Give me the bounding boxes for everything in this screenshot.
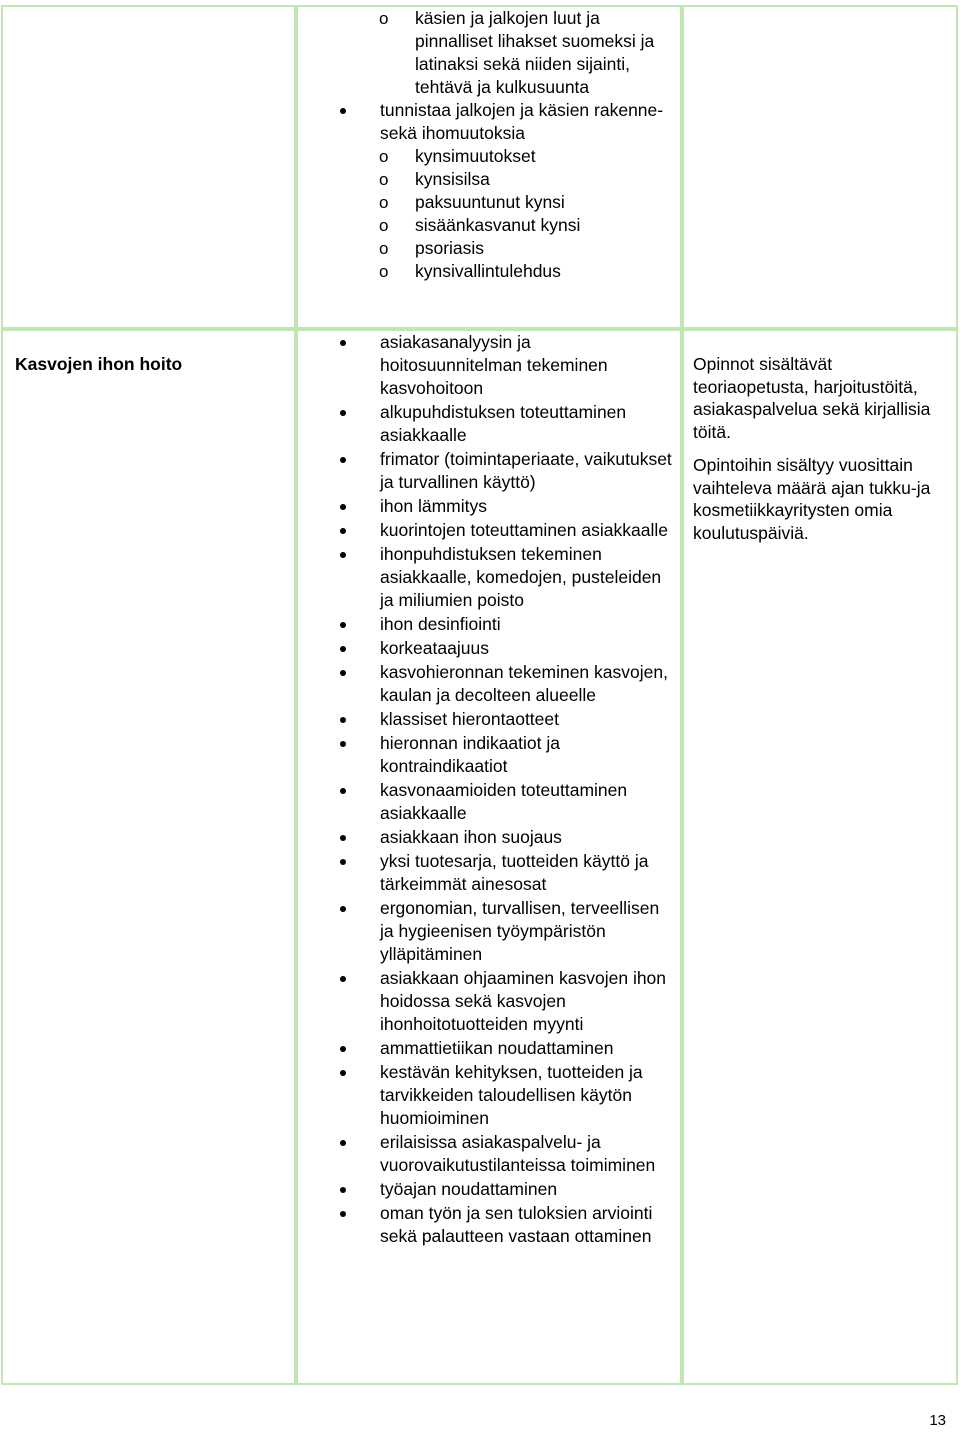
info-paragraph: Opintoihin sisältyy vuosittain vaihteleva määrä ajan tukku-ja kosmetiikkayritysten omia koulutuspäiviä. xyxy=(693,455,931,543)
content-cell xyxy=(296,5,682,329)
list-item xyxy=(298,519,680,542)
list-item-text: ammattietiikan noudattaminen xyxy=(380,1038,614,1058)
list-item-text: ihon lämmitys xyxy=(380,496,487,516)
bullet-icon xyxy=(340,1070,346,1076)
list-item-text: yksi tuotesarja, tuotteiden käyttö ja tärkeimmät ainesosat xyxy=(380,851,649,894)
list-item-text: klassiset hierontaotteet xyxy=(380,709,559,729)
bullet-icon xyxy=(340,741,346,747)
list-item-text: hieronnan indikaatiot ja kontraindikaatiot xyxy=(380,733,560,776)
list-item-text: asiakasanalyysin ja hoitosuunnitelman tekeminen kasvohoitoon xyxy=(380,332,608,398)
list-item xyxy=(298,1037,680,1060)
bullet-icon xyxy=(340,410,346,416)
bullet-icon xyxy=(340,835,346,841)
list-item xyxy=(298,897,680,966)
list-item-text: asiakkaan ihon suojaus xyxy=(380,827,562,847)
bullet-icon xyxy=(340,976,346,982)
bullet-icon xyxy=(340,340,346,346)
list-item-text: kuorintojen toteuttaminen asiakkaalle xyxy=(380,520,668,540)
bullet-icon xyxy=(340,622,346,628)
list-item xyxy=(298,7,680,99)
list-item xyxy=(298,495,680,518)
circle-bullet-icon: o xyxy=(379,239,389,258)
list-item xyxy=(298,779,680,825)
list-item xyxy=(298,1178,680,1201)
list-item xyxy=(298,826,680,849)
bullet-icon xyxy=(340,906,346,912)
list-item-text: ihon desinfiointi xyxy=(380,614,501,634)
bullet-icon xyxy=(340,788,346,794)
info-paragraph: Opinnot sisältävät teoriaopetusta, harjoitustöitä, asiakaspalvelua sekä kirjallisia töitä. xyxy=(693,354,931,442)
list-item xyxy=(298,99,680,145)
list-item xyxy=(298,448,680,494)
list-item xyxy=(298,1061,680,1130)
list-item xyxy=(298,637,680,660)
circle-bullet-icon: o xyxy=(379,170,389,189)
list-item xyxy=(298,168,680,191)
bullet-icon xyxy=(340,859,346,865)
list-item-text: käsien ja jalkojen luut ja pinnalliset lihakset suomeksi ja latinaksi sekä niiden sijainti, tehtävä ja kulkusuunta xyxy=(415,8,655,97)
list-item-text: työajan noudattaminen xyxy=(380,1179,558,1199)
list-item-text: psoriasis xyxy=(415,238,485,258)
list-item xyxy=(298,543,680,612)
bullet-icon xyxy=(340,1187,346,1193)
list-item xyxy=(298,967,680,1036)
info-text xyxy=(684,331,956,544)
list-item xyxy=(298,1131,680,1177)
list-item xyxy=(298,237,680,260)
table-row xyxy=(1,5,958,329)
table-row xyxy=(1,329,958,1385)
content-list xyxy=(298,7,680,283)
bullet-icon xyxy=(340,457,346,463)
list-item xyxy=(298,708,680,731)
list-item-text: paksuuntunut kynsi xyxy=(415,192,565,212)
bullet-icon xyxy=(340,1211,346,1217)
list-item-text: erilaisissa asiakaspalvelu- ja vuorovaikutustilanteissa toimiminen xyxy=(380,1132,656,1175)
bullet-icon xyxy=(340,670,346,676)
list-item xyxy=(298,613,680,636)
bullet-icon xyxy=(340,552,346,558)
bullet-icon xyxy=(340,528,346,534)
list-item xyxy=(298,191,680,214)
bullet-icon xyxy=(340,717,346,723)
list-item-text: frimator (toimintaperiaate, vaikutukset ja turvallinen käyttö) xyxy=(380,449,672,492)
list-item xyxy=(298,732,680,778)
list-item-text: tunnistaa jalkojen ja käsien rakenne- sekä ihomuutoksia xyxy=(380,100,664,143)
list-item-text: kynsivallintulehdus xyxy=(415,261,561,281)
list-item-text: kynsimuutokset xyxy=(415,146,536,166)
content-cell xyxy=(296,329,682,1385)
circle-bullet-icon: o xyxy=(379,216,389,235)
bullet-icon xyxy=(340,1140,346,1146)
list-item xyxy=(298,1202,680,1248)
module-name-cell xyxy=(1,5,296,329)
list-item-text: korkeataajuus xyxy=(380,638,489,658)
list-item xyxy=(298,401,680,447)
bullet-icon xyxy=(340,504,346,510)
circle-bullet-icon: o xyxy=(379,193,389,212)
bullet-icon xyxy=(340,646,346,652)
info-cell xyxy=(682,5,958,329)
list-item-text: ihonpuhdistuksen tekeminen asiakkaalle, komedojen, pusteleiden ja miliumien poisto xyxy=(380,544,662,610)
curriculum-table xyxy=(1,5,958,1385)
list-item-text: oman työn ja sen tuloksien arviointi sekä palautteen vastaan ottaminen xyxy=(380,1203,653,1246)
circle-bullet-icon: o xyxy=(379,9,389,28)
list-item-text: kasvohieronnan tekeminen kasvojen, kaulan ja decolteen alueelle xyxy=(380,662,668,705)
bullet-icon xyxy=(340,1046,346,1052)
list-item-text: sisäänkasvanut kynsi xyxy=(415,215,581,235)
list-item-text: kynsisilsa xyxy=(415,169,490,189)
list-item xyxy=(298,661,680,707)
content-list xyxy=(298,331,680,1248)
list-item-text: asiakkaan ohjaaminen kasvojen ihon hoidossa sekä kasvojen ihonhoitotuotteiden myynti xyxy=(380,968,667,1034)
bullet-icon xyxy=(340,108,346,114)
module-name-cell xyxy=(1,329,296,1385)
list-item xyxy=(298,331,680,400)
circle-bullet-icon: o xyxy=(379,262,389,281)
list-item-text: kestävän kehityksen, tuotteiden ja tarvikkeiden taloudellisen käytön huomioiminen xyxy=(380,1062,643,1128)
module-heading: Kasvojen ihon hoito xyxy=(15,354,183,374)
list-item xyxy=(298,145,680,168)
list-item-text: alkupuhdistuksen toteuttaminen asiakkaalle xyxy=(380,402,627,445)
list-item xyxy=(298,260,680,283)
list-item-text: ergonomian, turvallisen, terveellisen ja hygieenisen työympäristön ylläpitäminen xyxy=(380,898,660,964)
circle-bullet-icon: o xyxy=(379,147,389,166)
list-item-text: kasvonaamioiden toteuttaminen asiakkaalle xyxy=(380,780,628,823)
info-cell xyxy=(682,329,958,1385)
page-number: 13 xyxy=(929,1412,946,1429)
list-item xyxy=(298,850,680,896)
list-item xyxy=(298,214,680,237)
